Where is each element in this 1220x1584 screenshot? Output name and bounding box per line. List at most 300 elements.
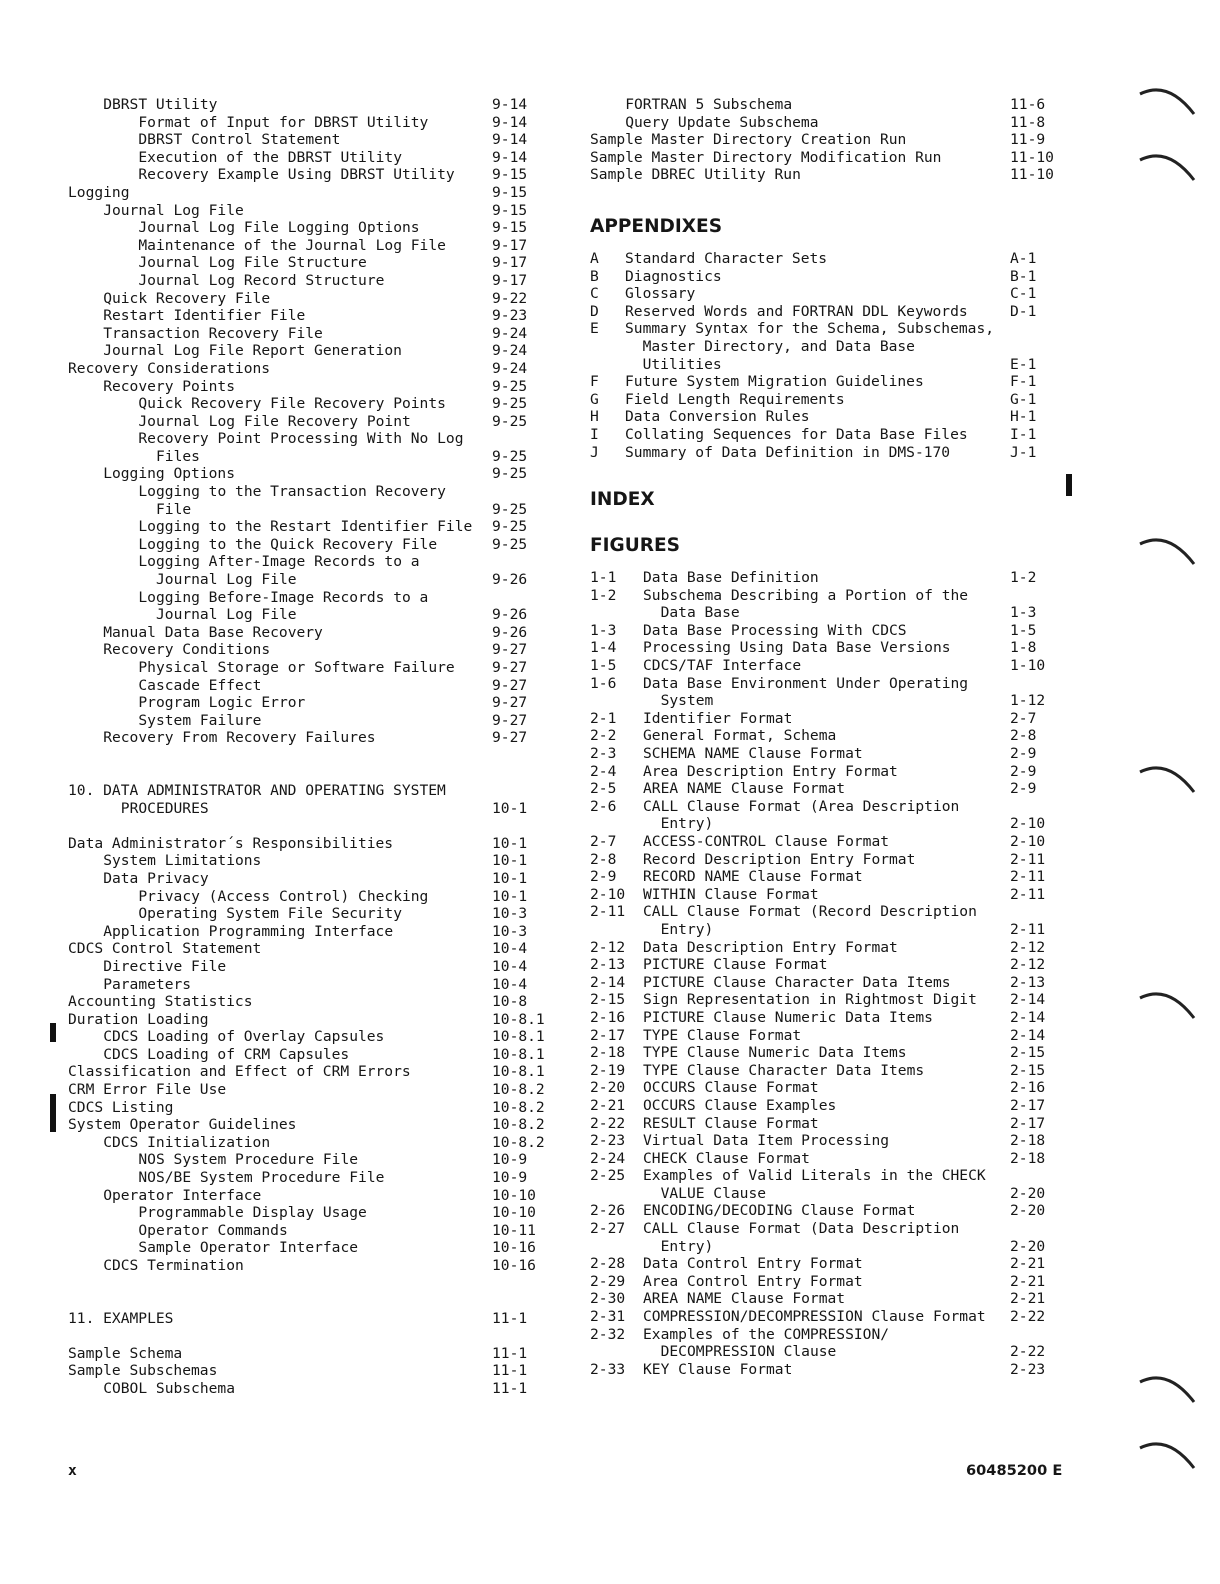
toc-entry-title: Recovery Points bbox=[103, 377, 235, 395]
entry-code: 2-2 bbox=[590, 727, 617, 745]
toc-entry-title: TYPE Clause Format bbox=[643, 1026, 802, 1044]
toc-entry-title: Glossary bbox=[625, 285, 696, 303]
toc-entry bbox=[68, 800, 538, 818]
toc-entry bbox=[590, 1132, 1060, 1150]
toc-entry bbox=[68, 571, 538, 589]
toc-entry-continuation bbox=[590, 356, 1060, 374]
toc-entry bbox=[68, 1380, 538, 1398]
toc-entry-title: System Failure bbox=[138, 711, 262, 729]
toc-entry bbox=[68, 641, 538, 659]
toc-entry bbox=[68, 219, 538, 237]
toc-entry-title: WITHIN Clause Format bbox=[643, 885, 819, 903]
toc-entry-title: Accounting Statistics bbox=[68, 993, 253, 1011]
toc-entry-page: 10-4 bbox=[492, 940, 528, 958]
toc-entry bbox=[68, 1187, 538, 1205]
toc-entry-title: CDCS Listing bbox=[68, 1098, 174, 1116]
toc-entry-page: 9-27 bbox=[492, 659, 528, 676]
toc-entry-title: Data Conversion Rules bbox=[625, 408, 810, 426]
toc-entry-page: 10-1 bbox=[492, 834, 528, 852]
toc-entry-page: 9-25 bbox=[492, 535, 528, 553]
toc-entry-page: 9-25 bbox=[492, 377, 528, 395]
entry-code: 1-2 bbox=[590, 586, 617, 604]
toc-entry-title: Standard Character Sets bbox=[625, 249, 828, 267]
entry-code: 1-6 bbox=[590, 674, 617, 692]
toc-entry-page: 10-16 bbox=[492, 1257, 536, 1274]
toc-entry-title: Logging bbox=[68, 183, 130, 201]
toc-entry-title: AREA NAME Clause Format bbox=[643, 1290, 846, 1308]
figures-list bbox=[590, 569, 1060, 1378]
toc-entry bbox=[68, 483, 538, 501]
binder-mark bbox=[1138, 1372, 1198, 1408]
toc-entry-page: 9-23 bbox=[492, 307, 528, 325]
entry-code: 1-4 bbox=[590, 639, 617, 657]
entry-code: 2-20 bbox=[590, 1079, 626, 1097]
toc-entry-page: J-1 bbox=[1010, 443, 1037, 461]
entry-code: 2-9 bbox=[590, 868, 617, 886]
toc-entry bbox=[68, 870, 538, 888]
toc-entry-title: Quick Recovery File Recovery Points bbox=[138, 395, 446, 413]
toc-entry-page: 10-8.2 bbox=[492, 1116, 545, 1134]
toc-entry-title: ENCODING/DECODING Clause Format bbox=[643, 1202, 916, 1220]
toc-entry-page: 2-17 bbox=[1010, 1096, 1046, 1114]
toc-entry-title: Query Update Subschema bbox=[625, 113, 819, 131]
toc-entry-title: PICTURE Clause Numeric Data Items bbox=[643, 1008, 933, 1026]
toc-entry bbox=[590, 833, 1060, 851]
toc-entry-title: Data Base Definition bbox=[643, 569, 819, 587]
toc-entry bbox=[68, 465, 538, 483]
toc-entry-title: Recovery Point Processing With No Log bbox=[138, 430, 464, 448]
toc-entry-title: Recovery Example Using DBRST Utility bbox=[138, 166, 455, 184]
toc-entry-page: 10-4 bbox=[492, 957, 528, 975]
toc-entry-page: 2-15 bbox=[1010, 1044, 1046, 1062]
toc-entry bbox=[68, 888, 538, 906]
entry-code: E bbox=[590, 320, 599, 338]
toc-entry-page: 2-22 bbox=[1010, 1308, 1046, 1326]
toc-entry-continuation bbox=[590, 604, 1060, 622]
toc-entry-title: Recovery Conditions bbox=[103, 641, 271, 659]
toc-entry-page: 9-14 bbox=[492, 113, 528, 131]
toc-entry-page: 10-10 bbox=[492, 1186, 536, 1204]
toc-entry-title: Record Description Entry Format bbox=[643, 850, 916, 868]
spacer bbox=[68, 1275, 538, 1310]
toc-left-column bbox=[68, 96, 545, 1398]
toc-entry-title: Journal Log File Recovery Point bbox=[138, 412, 411, 430]
toc-entry-page: F-1 bbox=[1010, 373, 1037, 391]
toc-entry-page: 11-1 bbox=[492, 1379, 528, 1397]
toc-entry-title: Diagnostics bbox=[625, 267, 722, 285]
toc-entry bbox=[590, 1062, 1060, 1080]
spacer bbox=[68, 747, 538, 782]
toc-entry-title: 11. EXAMPLES bbox=[68, 1309, 174, 1327]
toc-entry-title: Summary of Data Definition in DMS-170 bbox=[625, 443, 951, 461]
entry-code: 1-5 bbox=[590, 657, 617, 675]
toc-entry bbox=[68, 518, 538, 536]
toc-entry bbox=[590, 1115, 1060, 1133]
toc-entry-title: CDCS Termination bbox=[103, 1257, 244, 1274]
toc-entry-page: 2-16 bbox=[1010, 1079, 1046, 1097]
entry-code: 2-33 bbox=[590, 1360, 626, 1378]
toc-entry bbox=[68, 712, 538, 730]
toc-entry bbox=[590, 939, 1060, 957]
toc-entry bbox=[68, 958, 538, 976]
toc-entry bbox=[590, 408, 1060, 426]
toc-entry bbox=[590, 780, 1060, 798]
entry-code: 2-27 bbox=[590, 1220, 626, 1238]
toc-entry bbox=[68, 1310, 538, 1328]
entry-code: B bbox=[590, 267, 599, 285]
toc-entry-page: 2-11 bbox=[1010, 868, 1046, 886]
toc-entry-title: Area Description Entry Format bbox=[643, 762, 898, 780]
toc-entry-title: Data Base bbox=[660, 604, 740, 622]
entry-code: I bbox=[590, 425, 599, 443]
toc-entry bbox=[590, 569, 1060, 587]
toc-entry bbox=[68, 430, 538, 448]
binder-mark bbox=[1138, 534, 1198, 570]
entry-code: 2-6 bbox=[590, 797, 617, 815]
change-bar bbox=[1066, 474, 1072, 496]
toc-entry bbox=[590, 373, 1060, 391]
toc-entry-page: 9-14 bbox=[492, 148, 528, 166]
binder-mark bbox=[1138, 150, 1198, 186]
toc-entry-page: 2-21 bbox=[1010, 1290, 1046, 1308]
toc-entry bbox=[590, 727, 1060, 745]
toc-entry bbox=[68, 290, 538, 308]
toc-entry-page: 10-8 bbox=[492, 993, 528, 1011]
toc-entry-title: Logging to the Transaction Recovery bbox=[138, 483, 446, 501]
toc-entry-page: 2-21 bbox=[1010, 1272, 1046, 1290]
entry-code: 2-18 bbox=[590, 1044, 626, 1062]
toc-entry-title: AREA NAME Clause Format bbox=[643, 780, 846, 798]
toc-entry-page: 2-11 bbox=[1010, 850, 1046, 868]
toc-entry-page: 2-8 bbox=[1010, 727, 1037, 745]
toc-entry bbox=[590, 1361, 1060, 1379]
toc-entry-page: 9-14 bbox=[492, 131, 528, 149]
spacer bbox=[68, 1327, 538, 1345]
toc-entry bbox=[68, 96, 538, 114]
toc-entry bbox=[590, 991, 1060, 1009]
entry-code: 2-16 bbox=[590, 1008, 626, 1026]
toc-entry bbox=[68, 114, 538, 132]
toc-entry-page: 10-1 bbox=[492, 852, 528, 870]
toc-entry-page: 11-6 bbox=[1010, 96, 1046, 113]
toc-entry-page: 10-10 bbox=[492, 1204, 536, 1222]
toc-entry-title: File bbox=[156, 500, 192, 518]
toc-entry bbox=[68, 923, 538, 941]
toc-entry bbox=[68, 1257, 538, 1275]
toc-entry bbox=[68, 729, 538, 747]
toc-entry-page: 2-23 bbox=[1010, 1360, 1046, 1378]
toc-entry-page: 9-15 bbox=[492, 219, 528, 237]
toc-entry-page: 11-1 bbox=[492, 1309, 528, 1327]
toc-entry bbox=[590, 426, 1060, 444]
toc-entry bbox=[68, 342, 538, 360]
toc-entry-title: Journal Log File bbox=[156, 606, 297, 624]
binder-mark bbox=[1138, 988, 1198, 1024]
toc-entry-page: 9-27 bbox=[492, 676, 528, 694]
entry-code: J bbox=[590, 443, 599, 461]
toc-entry-title: Logging Before-Image Records to a bbox=[138, 588, 429, 606]
toc-entry-title: KEY Clause Format bbox=[643, 1360, 793, 1378]
toc-entry bbox=[590, 587, 1060, 605]
toc-entry-title: NOS System Procedure File bbox=[138, 1151, 359, 1169]
toc-entry bbox=[68, 782, 538, 800]
toc-entry bbox=[590, 710, 1060, 728]
toc-entry bbox=[68, 1116, 545, 1134]
toc-entry-page: 9-25 bbox=[492, 518, 528, 536]
toc-entry bbox=[590, 956, 1060, 974]
toc-entry-title: PROCEDURES bbox=[120, 799, 209, 817]
toc-entry-title: Entry) bbox=[660, 920, 714, 938]
toc-entry-page: 9-25 bbox=[492, 412, 528, 430]
toc-entry-page: 9-24 bbox=[492, 324, 528, 342]
toc-entry bbox=[68, 852, 538, 870]
toc-entry-page: 9-25 bbox=[492, 500, 528, 518]
toc-entry-page: 1-10 bbox=[1010, 657, 1046, 675]
entry-code: 1-1 bbox=[590, 569, 617, 587]
toc-entry-title: ACCESS-CONTROL Clause Format bbox=[643, 833, 890, 850]
toc-entry bbox=[68, 659, 538, 677]
toc-entry-page: 11-8 bbox=[1010, 113, 1046, 131]
toc-entry-title: SCHEMA NAME Clause Format bbox=[643, 745, 863, 763]
entry-code: 2-22 bbox=[590, 1114, 626, 1132]
toc-entry-title: Privacy (Access Control) Checking bbox=[138, 887, 429, 905]
entry-code: 2-32 bbox=[590, 1325, 626, 1343]
toc-entry-page: 2-20 bbox=[1010, 1202, 1046, 1220]
toc-entry-page: 9-17 bbox=[492, 271, 528, 289]
toc-entry-title: Reserved Words and FORTRAN DDL Keywords bbox=[625, 302, 968, 320]
toc-entry-title: CDCS Initialization bbox=[103, 1133, 271, 1151]
toc-entry bbox=[68, 413, 538, 431]
toc-entry-page: B-1 bbox=[1010, 267, 1037, 285]
toc-entry bbox=[590, 250, 1060, 268]
toc-entry-title: Master Directory, and Data Base bbox=[642, 337, 915, 355]
toc-entry bbox=[68, 1151, 538, 1169]
toc-entry bbox=[590, 114, 1060, 132]
toc-entry-title: Sample Master Directory Modification Run bbox=[590, 148, 942, 166]
toc-entry bbox=[590, 1273, 1060, 1291]
toc-entry bbox=[68, 1239, 538, 1257]
toc-entry-page: 10-9 bbox=[492, 1151, 528, 1169]
toc-entry bbox=[590, 1150, 1060, 1168]
toc-entry-page: 9-15 bbox=[492, 183, 528, 201]
toc-entry-title: Directive File bbox=[103, 957, 227, 975]
toc-entry-continuation bbox=[590, 921, 1060, 939]
entry-code: 2-21 bbox=[590, 1096, 626, 1114]
toc-entry-title: TYPE Clause Numeric Data Items bbox=[643, 1044, 907, 1062]
toc-entry-title: CRM Error File Use bbox=[68, 1081, 227, 1099]
toc-entry-title: Physical Storage or Software Failure bbox=[138, 659, 455, 676]
toc-entry bbox=[590, 903, 1060, 921]
toc-entry bbox=[68, 677, 538, 695]
toc-entry-page: 9-24 bbox=[492, 359, 528, 377]
toc-entry bbox=[590, 1097, 1060, 1115]
toc-entry-title: CDCS Control Statement bbox=[68, 940, 262, 958]
toc-entry bbox=[590, 974, 1060, 992]
toc-entry-continuation bbox=[590, 815, 1060, 833]
toc-entry-continuation bbox=[590, 338, 1060, 356]
entry-code: D bbox=[590, 302, 599, 320]
toc-entry-page: 9-27 bbox=[492, 711, 528, 729]
toc-entry bbox=[68, 993, 538, 1011]
toc-entry-title: Data Description Entry Format bbox=[643, 938, 898, 956]
appendixes-heading: APPENDIXES bbox=[590, 215, 723, 237]
toc-entry-title: PICTURE Clause Format bbox=[643, 956, 828, 974]
toc-entry-page: 2-11 bbox=[1010, 885, 1046, 903]
toc-entry-title: CALL Clause Format (Data Description bbox=[643, 1220, 960, 1238]
toc-entry-title: Restart Identifier File bbox=[103, 307, 306, 325]
toc-entry-title: Examples of Valid Literals in the CHECK bbox=[643, 1167, 986, 1185]
toc-entry-page: 9-17 bbox=[492, 254, 528, 272]
toc-entry-title: Collating Sequences for Data Base Files bbox=[625, 425, 968, 443]
toc-entry bbox=[68, 1222, 538, 1240]
toc-entry-title: CDCS Loading of Overlay Capsules bbox=[103, 1028, 385, 1046]
toc-entry-title: Maintenance of the Journal Log File bbox=[138, 236, 446, 254]
binder-mark bbox=[1138, 762, 1198, 798]
toc-entry bbox=[590, 622, 1060, 640]
toc-entry-page: 1-8 bbox=[1010, 639, 1037, 657]
binder-mark bbox=[1138, 84, 1198, 120]
toc-entry-title: Future System Migration Guidelines bbox=[625, 373, 924, 391]
toc-entry-page: 10-1 bbox=[492, 887, 528, 905]
entry-code: 2-5 bbox=[590, 780, 617, 798]
toc-entry bbox=[590, 166, 1060, 184]
toc-entry bbox=[590, 303, 1060, 321]
toc-entry bbox=[68, 149, 538, 167]
toc-entry bbox=[68, 624, 538, 642]
toc-entry-page: 11-10 bbox=[1010, 166, 1054, 184]
toc-entry-title: Recovery From Recovery Failures bbox=[103, 729, 376, 747]
toc-entry-page: 2-20 bbox=[1010, 1184, 1046, 1202]
toc-entry-title: Recovery Considerations bbox=[68, 359, 271, 377]
toc-entry bbox=[590, 1027, 1060, 1045]
toc-entry bbox=[68, 694, 538, 712]
toc-entry bbox=[590, 1167, 1060, 1185]
toc-entry-page: 10-8.1 bbox=[492, 1010, 545, 1028]
toc-entry-page: 10-1 bbox=[492, 869, 528, 887]
entry-code: F bbox=[590, 373, 599, 391]
entry-code: 2-25 bbox=[590, 1167, 626, 1185]
toc-entry-title: DBRST Utility bbox=[103, 96, 218, 113]
toc-entry-title: CALL Clause Format (Record Description bbox=[643, 903, 977, 921]
toc-entry-title: Sample Subschemas bbox=[68, 1362, 218, 1380]
toc-entry-title: Sample Master Directory Creation Run bbox=[590, 131, 907, 149]
toc-entry-title: Operating System File Security bbox=[138, 905, 402, 923]
entry-code: 2-30 bbox=[590, 1290, 626, 1308]
toc-entry bbox=[68, 976, 538, 994]
toc-entry bbox=[68, 131, 538, 149]
toc-entry-page: 2-18 bbox=[1010, 1149, 1046, 1167]
entry-code: 2-28 bbox=[590, 1255, 626, 1273]
toc-entry-continuation bbox=[590, 1238, 1060, 1256]
toc-entry bbox=[590, 1326, 1060, 1344]
toc-entry-page: 10-11 bbox=[492, 1221, 536, 1239]
toc-entry bbox=[68, 202, 538, 220]
entry-code: 2-23 bbox=[590, 1132, 626, 1150]
toc-entry bbox=[68, 395, 538, 413]
toc-entry-title: RESULT Clause Format bbox=[643, 1114, 819, 1132]
toc-entry-continuation bbox=[590, 1185, 1060, 1203]
toc-entry-title: DECOMPRESSION Clause bbox=[660, 1343, 837, 1361]
toc-entry bbox=[590, 868, 1060, 886]
toc-entry bbox=[68, 606, 538, 624]
toc-entry bbox=[68, 553, 538, 571]
toc-entry-page: 2-11 bbox=[1010, 920, 1046, 938]
toc-entry bbox=[68, 237, 538, 255]
toc-entry-page: 2-12 bbox=[1010, 956, 1046, 974]
toc-entry-continuation bbox=[590, 692, 1060, 710]
toc-entry bbox=[590, 798, 1060, 816]
toc-entry bbox=[590, 675, 1060, 693]
toc-entry-title: Journal Log File bbox=[156, 571, 297, 589]
toc-entry-page: 10-1 bbox=[492, 799, 528, 817]
toc-entry-title: Entry) bbox=[660, 1237, 714, 1255]
toc-entry bbox=[68, 589, 538, 607]
toc-entry-title: Quick Recovery File bbox=[103, 289, 271, 307]
entry-code: 2-10 bbox=[590, 885, 626, 903]
entry-code: 2-17 bbox=[590, 1026, 626, 1044]
toc-entry bbox=[68, 1098, 545, 1117]
toc-entry bbox=[68, 360, 538, 378]
toc-entry-title: CDCS/TAF Interface bbox=[643, 657, 802, 675]
toc-entry-page: 9-26 bbox=[492, 623, 528, 641]
toc-entry bbox=[590, 851, 1060, 869]
toc-entry-title: Logging Options bbox=[103, 465, 235, 483]
entry-code: 2-19 bbox=[590, 1061, 626, 1079]
toc-entry bbox=[68, 307, 538, 325]
toc-entry-page: 2-12 bbox=[1010, 938, 1046, 956]
toc-entry-title: CHECK Clause Format bbox=[643, 1149, 810, 1167]
toc-entry bbox=[68, 1362, 538, 1380]
toc-entry bbox=[68, 1028, 545, 1046]
toc-entry-title: Journal Log File bbox=[103, 201, 244, 219]
toc-entry-title: Area Control Entry Format bbox=[643, 1272, 863, 1290]
toc-entry-page: A-1 bbox=[1010, 249, 1037, 267]
toc-entry-title: Utilities bbox=[642, 355, 722, 373]
toc-entry-page: 9-15 bbox=[492, 201, 528, 219]
toc-entry bbox=[590, 1009, 1060, 1027]
toc-entry-page: 1-5 bbox=[1010, 621, 1037, 639]
toc-entry-page: E-1 bbox=[1010, 355, 1037, 373]
toc-entry bbox=[590, 320, 1060, 338]
toc-entry-title: Journal Log File Report Generation bbox=[103, 342, 402, 360]
page-number: x bbox=[68, 1462, 77, 1479]
toc-entry-page: D-1 bbox=[1010, 302, 1037, 320]
toc-entry-title: System bbox=[660, 692, 714, 710]
toc-entry bbox=[68, 501, 538, 519]
toc-entry-title: Sample Operator Interface bbox=[138, 1239, 359, 1257]
toc-entry-title: VALUE Clause bbox=[660, 1184, 767, 1202]
entry-code: 2-15 bbox=[590, 991, 626, 1009]
toc-entry-title: Execution of the DBRST Utility bbox=[138, 148, 402, 166]
spacer bbox=[68, 817, 538, 835]
entry-code: 2-4 bbox=[590, 762, 617, 780]
entry-code: 2-11 bbox=[590, 903, 626, 921]
toc-entry-title: CALL Clause Format (Area Description bbox=[643, 797, 960, 815]
toc-entry bbox=[68, 1081, 545, 1099]
toc-entry-continuation bbox=[590, 1343, 1060, 1361]
toc-entry bbox=[68, 448, 538, 466]
toc-entry-title: Duration Loading bbox=[68, 1010, 209, 1028]
toc-entry-page: 2-18 bbox=[1010, 1132, 1046, 1150]
toc-entry-page: 9-15 bbox=[492, 166, 528, 184]
toc-entry-title: System Operator Guidelines bbox=[68, 1116, 297, 1134]
toc-entry-title: OCCURS Clause Examples bbox=[643, 1096, 837, 1114]
toc-entry bbox=[590, 763, 1060, 781]
entry-code: 2-7 bbox=[590, 833, 617, 850]
toc-entry-page: 9-24 bbox=[492, 342, 528, 360]
toc-entry-page: 2-14 bbox=[1010, 991, 1046, 1009]
toc-entry bbox=[68, 166, 538, 184]
